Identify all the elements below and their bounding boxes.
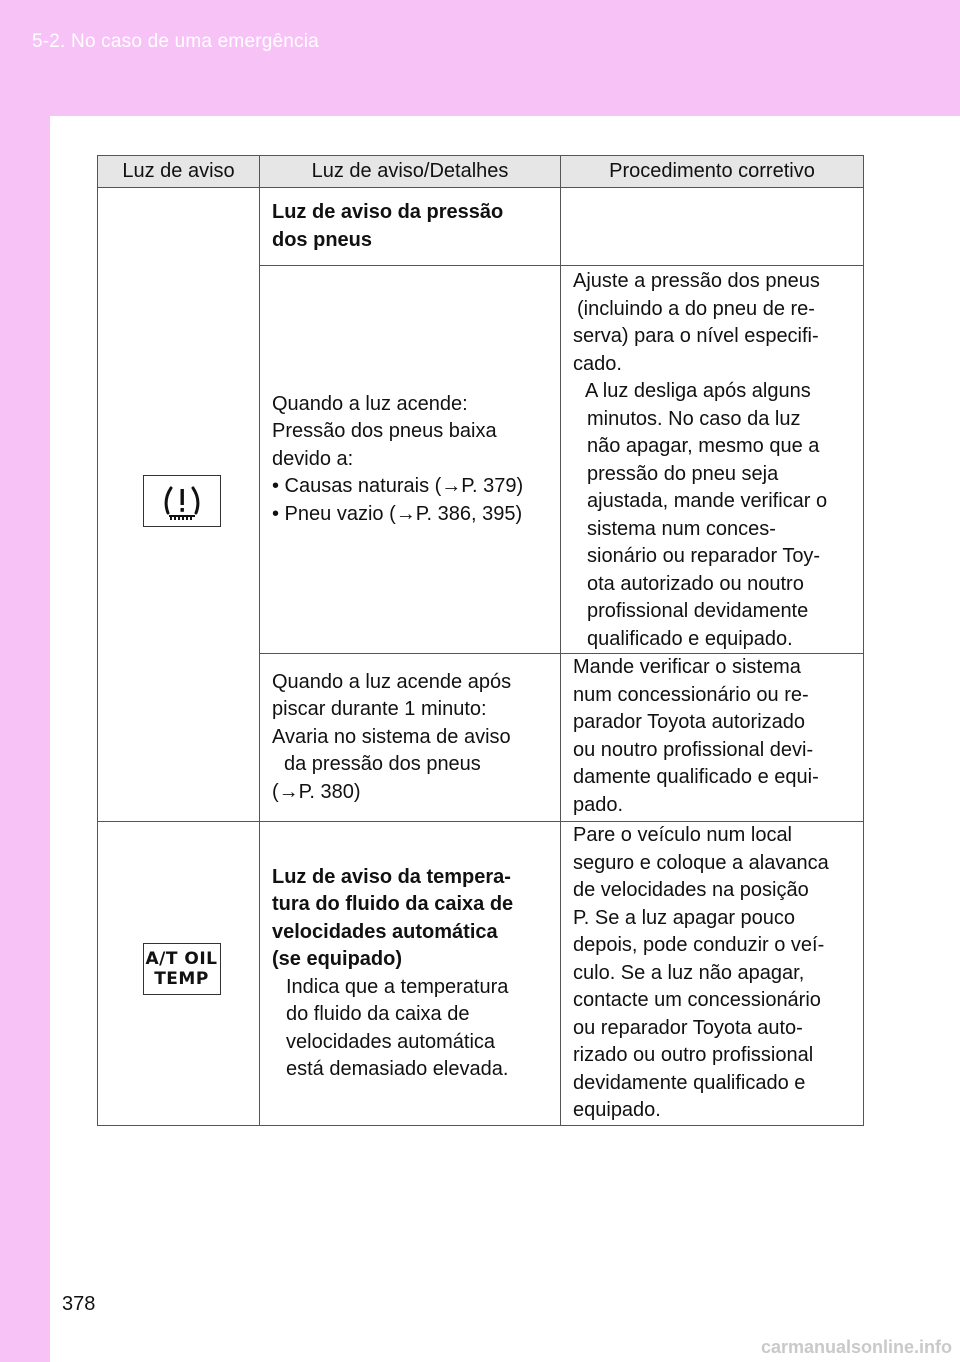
detail-line: Quando a luz acende após xyxy=(272,670,512,693)
procedure-line: culo. Se a luz não apagar, xyxy=(573,961,805,984)
detail-line: piscar durante 1 minuto: xyxy=(272,698,487,721)
tpms-low-pressure-details xyxy=(260,266,561,654)
tpms-title-line1: Luz de aviso da pressão xyxy=(272,201,504,223)
procedure-note-line: minutos. No caso da luz xyxy=(587,407,801,430)
procedure-note-line: A luz desliga após alguns xyxy=(585,380,811,402)
procedure-line: ou reparador Toyota auto- xyxy=(573,1016,803,1039)
at-oil-icon-text-line1: A/T OIL xyxy=(145,949,218,970)
procedure-line: devidamente qualificado e xyxy=(573,1071,806,1094)
at-oil-title-line: tura do fluido da caixa de xyxy=(272,893,514,915)
procedure-line: damente qualificado e equi- xyxy=(573,766,819,788)
column-header-warning-light: Luz de aviso xyxy=(98,156,260,188)
procedure-line: seguro e coloque a alavanca xyxy=(573,851,829,874)
at-oil-icon-text-line2: TEMP xyxy=(154,969,209,990)
table-row xyxy=(98,188,864,266)
procedure-line: de velocidades na posição xyxy=(573,879,809,901)
tire-pressure-warning-icon xyxy=(143,475,221,527)
detail-line: (→P. 380) xyxy=(272,780,361,803)
procedure-line: ou noutro profissional devi- xyxy=(573,738,814,761)
at-oil-description-line: Indica que a temperatura xyxy=(286,975,509,998)
procedure-line: equipado. xyxy=(573,1099,661,1121)
detail-line: da pressão dos pneus xyxy=(284,753,481,776)
procedure-line: Ajuste a pressão dos pneus xyxy=(573,270,820,292)
tpms-malfunction-details xyxy=(260,654,561,822)
warning-lights-table xyxy=(97,155,864,1126)
procedure-line: contacte um concessionário xyxy=(573,989,821,1011)
at-oil-details xyxy=(260,822,561,1126)
at-oil-description-line: do fluido da caixa de xyxy=(286,1003,470,1025)
procedure-note-line: ota autorizado ou noutro xyxy=(587,572,804,595)
procedure-note-line: pressão do pneu seja xyxy=(587,462,779,485)
procedure-line: rizado ou outro profissional xyxy=(573,1044,814,1066)
tpms-icon-cell xyxy=(98,188,260,822)
column-header-details: Luz de aviso/Detalhes xyxy=(260,156,561,188)
watermark-link[interactable]: carmanualsonline.info xyxy=(760,1337,952,1357)
at-oil-description-line: está demasiado elevada. xyxy=(286,1058,509,1080)
column-header-procedure: Procedimento corretivo xyxy=(561,156,864,188)
page-number: 378 xyxy=(62,1293,96,1315)
procedure-line: serva) para o nível especifi- xyxy=(573,325,819,347)
procedure-line: cado. xyxy=(573,352,622,375)
detail-line: • Pneu vazio (→P. 386, 395) xyxy=(272,502,523,525)
procedure-line: num concessionário ou re- xyxy=(573,683,809,706)
section-title: 5-2. No caso de uma emergência xyxy=(32,31,319,52)
procedure-line: pado. xyxy=(573,793,624,816)
tpms-title-line2: dos pneus xyxy=(272,228,373,251)
header-band xyxy=(0,0,960,116)
procedure-line: depois, pode conduzir o veí- xyxy=(573,934,825,956)
table-header-row xyxy=(98,156,864,188)
detail-line: devido a: xyxy=(272,447,354,470)
side-band xyxy=(0,116,50,1362)
at-oil-title-line: (se equipado) xyxy=(272,948,403,970)
at-oil-temp-icon-label xyxy=(144,949,220,989)
procedure-note-line: ajustada, mande verificar o xyxy=(587,490,828,512)
procedure-line: P. Se a luz apagar pouco xyxy=(573,906,796,929)
detail-line: • Causas naturais (→P. 379) xyxy=(272,475,524,498)
table-row xyxy=(98,822,864,1126)
procedure-line: Mande verificar o sistema xyxy=(573,656,801,678)
detail-line: Avaria no sistema de aviso xyxy=(272,725,511,748)
detail-line: Quando a luz acende: xyxy=(272,392,468,415)
tpms-low-pressure-procedure xyxy=(561,266,864,654)
procedure-note-line: profissional devidamente xyxy=(587,600,809,622)
procedure-note-line: qualificado e equipado. xyxy=(587,627,793,650)
at-oil-title-line: Luz de aviso da tempera- xyxy=(272,865,511,888)
at-oil-icon-cell xyxy=(98,822,260,1126)
procedure-line: (incluindo a do pneu de re- xyxy=(577,297,815,320)
at-oil-procedure xyxy=(561,822,864,1126)
procedure-line: Pare o veículo num local xyxy=(573,824,793,846)
at-oil-temp-warning-icon xyxy=(143,943,221,995)
tpms-title-procedure-cell xyxy=(561,188,864,266)
procedure-note-line: sistema num conces- xyxy=(587,517,776,540)
procedure-note-line: não apagar, mesmo que a xyxy=(587,435,820,457)
tpms-title-cell xyxy=(260,188,561,266)
at-oil-description-line: velocidades automática xyxy=(286,1030,496,1053)
detail-line: Pressão dos pneus baixa xyxy=(272,420,497,443)
procedure-note-line: sionário ou reparador Toy- xyxy=(587,545,821,567)
tpms-malfunction-procedure xyxy=(561,654,864,822)
at-oil-title-line: velocidades automática xyxy=(272,920,498,943)
procedure-line: parador Toyota autorizado xyxy=(573,711,806,733)
